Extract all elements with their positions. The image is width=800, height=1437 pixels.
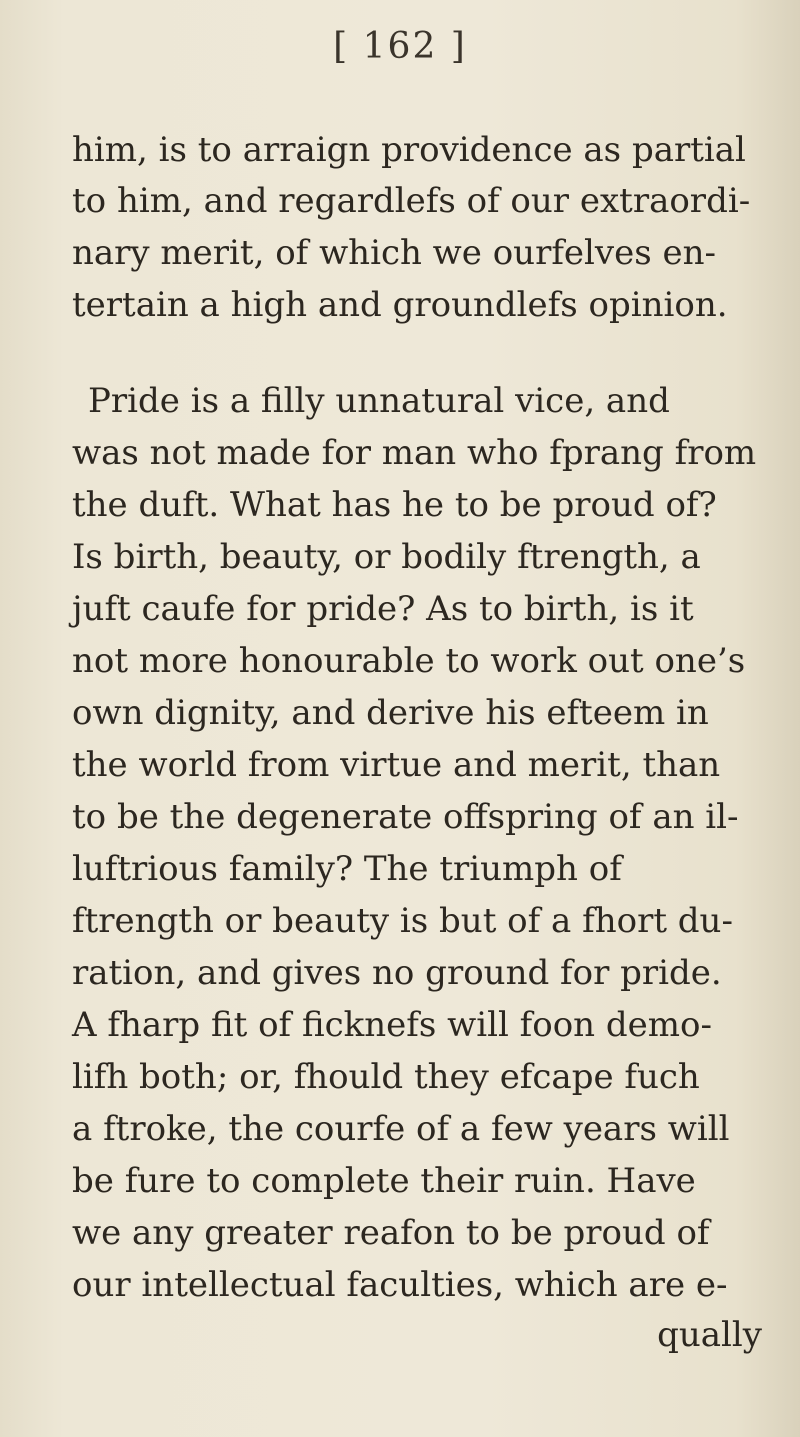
text-line: the duft. What has he to be proud of? [72,485,717,525]
text-line: not more honourable to work out one’s [72,641,746,681]
text-line: ftrength or beauty is but of a fhort du- [72,901,733,941]
text-line: luftrious family? The triumph of [72,849,622,889]
text-line: be fure to complete their ruin. Have [72,1161,696,1201]
text-line: to be the degenerate offspring of an il- [72,797,739,837]
text-line: juft caufe for pride? As to birth, is it [72,589,694,629]
text-line: our intellectual faculties, which are e- [72,1265,728,1305]
text-line: to him, and regardlefs of our extraordi- [72,181,751,221]
catchword: qually [657,1315,762,1355]
text-line: lifh both; or, fhould they efcape fuch [72,1057,700,1097]
text-line: we any greater reafon to be proud of [72,1213,710,1253]
text-line: ration, and gives no ground for pride. [72,953,722,993]
text-line: own dignity, and derive his efteem in [72,693,709,733]
text-line: nary merit, of which we ourfelves en- [72,233,717,273]
text-line: the world from virtue and merit, than [72,745,721,785]
page-number: [ 162 ] [333,26,467,67]
text-line: tertain a high and groundlefs opinion. [72,285,728,325]
text-line: him, is to arraign providence as partial [72,130,746,170]
text-line: Pride is a filly unnatural vice, and [88,381,670,421]
text-line: a ftroke, the courfe of a few years will [72,1109,730,1149]
text-line: Is birth, beauty, or bodily ftrength, a [72,537,701,577]
text-line: A fharp fit of ficknefs will foon demo- [72,1005,712,1045]
text-line: was not made for man who fprang from [72,433,757,473]
